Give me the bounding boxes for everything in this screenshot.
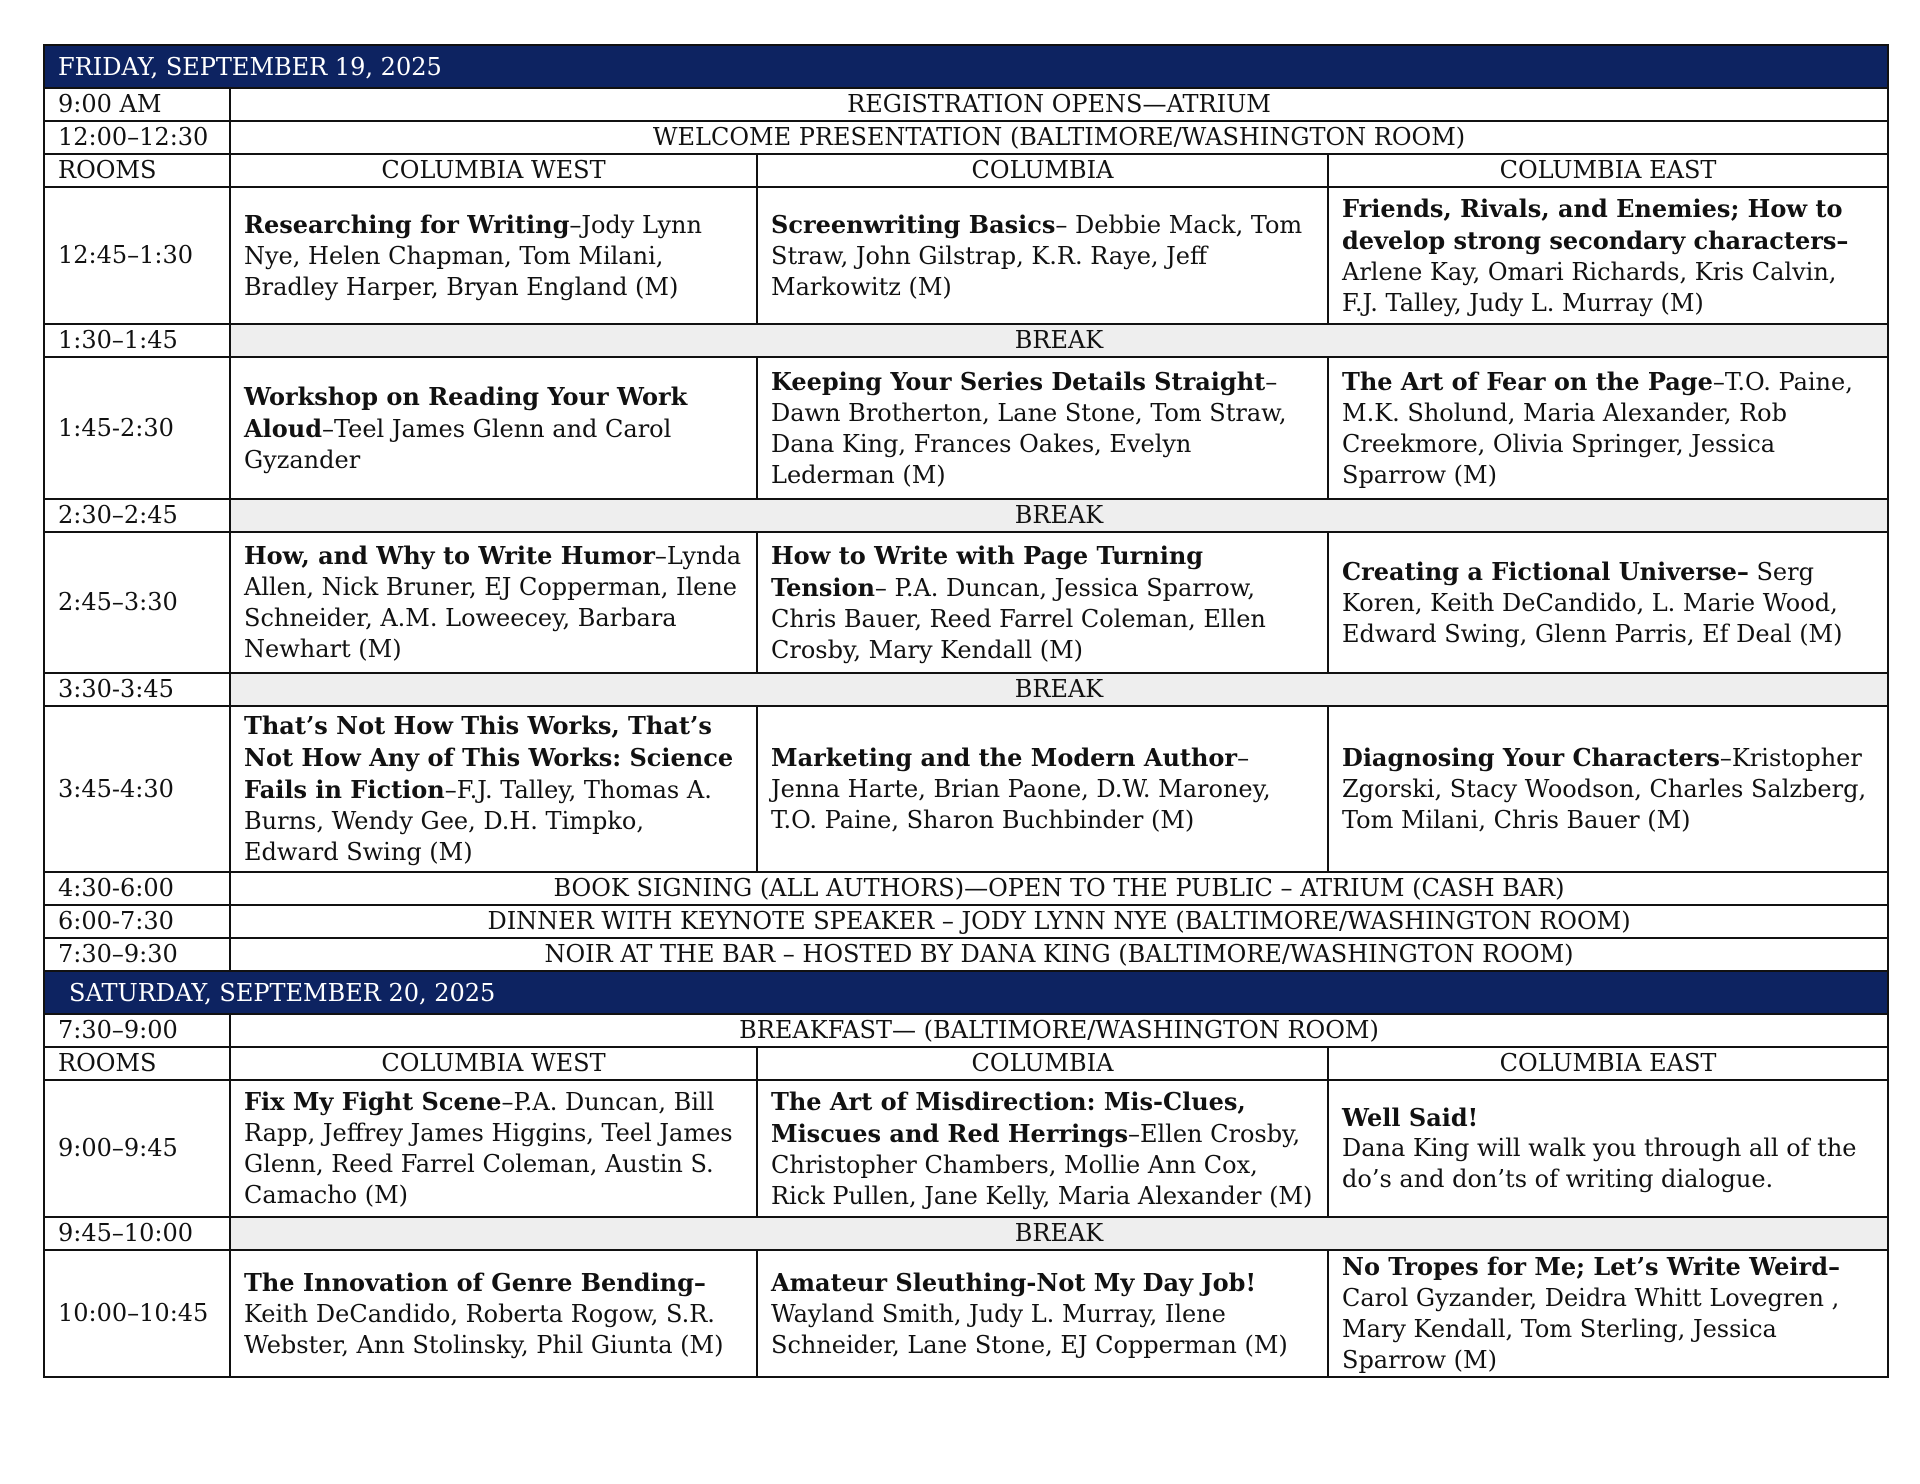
session-cell [230, 706, 757, 872]
session-cell [230, 1250, 757, 1377]
session-cell [757, 357, 1328, 499]
session-title: Keeping Your Series Details Straight [771, 366, 1266, 396]
session-title: How to Write with Page Turning Tension [771, 540, 1204, 602]
schedule-row [44, 938, 1888, 971]
rooms-row [44, 154, 1888, 187]
session-cell [230, 187, 757, 324]
room-west: COLUMBIA WEST [230, 154, 757, 187]
session-title: The Art of Misdirection: Mis-Clues, Miscues and Red Herrings [771, 1086, 1246, 1148]
room-east: COLUMBIA EAST [1328, 1047, 1888, 1080]
day-title: SATURDAY, SEPTEMBER 20, 2025 [44, 971, 1888, 1014]
event-cell: BOOK SIGNING (ALL AUTHORS)—OPEN TO THE PUBLIC – ATRIUM (CASH BAR) [230, 872, 1888, 905]
session-title: Diagnosing Your Characters [1342, 743, 1720, 772]
schedule-row [44, 872, 1888, 905]
schedule-table [43, 44, 1889, 1378]
session-panelists: –Jody Lynn Nye, Helen Chapman, Tom Milani, Bradley Harper, Bryan England (M) [244, 210, 702, 301]
session-panelists: Wayland Smith, Judy L. Murray, Ilene Schneider, Lane Stone, EJ Copperman (M) [771, 1299, 1288, 1359]
session-description: Dana King will walk you through all of the do’s and don’ts of writing dialogue. [1342, 1134, 1857, 1193]
time-cell: 3:45-4:30 [44, 706, 230, 872]
session-panelists: –F.J. Talley, Thomas A. Burns, Wendy Gee, D.H. Timpko, Edward Swing (M) [244, 776, 712, 866]
session-title: Marketing and the Modern Author [771, 743, 1238, 772]
room-east: COLUMBIA EAST [1328, 154, 1888, 187]
session-panelists: Carol Gyzander, Deidra Whitt Lovegren , Mary Kendall, Tom Sterling, Jessica Sparrow (M) [1342, 1284, 1840, 1374]
session-cell [1328, 532, 1888, 673]
session-cell [1328, 706, 1888, 872]
event-cell: WELCOME PRESENTATION (BALTIMORE/WASHINGTON ROOM) [230, 121, 1888, 154]
break-row [44, 1217, 1888, 1250]
session-panelists: Serg Koren, Keith DeCandido, L. Marie Wood, Edward Swing, Glenn Parris, Ef Deal (M) [1342, 557, 1843, 648]
time-cell: 9:00–9:45 [44, 1080, 230, 1217]
session-panelists: – Dawn Brotherton, Lane Stone, Tom Straw, Dana King, Frances Oakes, Evelyn Lederman (M) [771, 367, 1287, 489]
session-cell [757, 1250, 1328, 1377]
event-cell: REGISTRATION OPENS—ATRIUM [230, 88, 1888, 121]
session-panelists: –T.O. Paine, M.K. Sholund, Maria Alexander, Rob Creekmore, Olivia Springer, Jessica Sparrow (M) [1342, 367, 1853, 489]
friday-header [44, 45, 1888, 88]
time-cell: 10:00–10:45 [44, 1250, 230, 1377]
break-label: BREAK [230, 324, 1888, 357]
session-row [44, 1250, 1888, 1377]
session-cell [230, 357, 757, 499]
room-west: COLUMBIA WEST [230, 1047, 757, 1080]
break-label: BREAK [230, 499, 1888, 532]
session-cell [1328, 1250, 1888, 1377]
session-title: The Innovation of Genre Bending– [244, 1267, 706, 1297]
break-row [44, 673, 1888, 706]
time-cell: 12:00–12:30 [44, 121, 230, 154]
session-title: Screenwriting Basics [771, 209, 1056, 239]
time-cell: 4:30-6:00 [44, 872, 230, 905]
session-title: Researching for Writing [244, 209, 570, 239]
time-cell: 1:45-2:30 [44, 357, 230, 499]
session-row [44, 1080, 1888, 1217]
session-panelists: Keith DeCandido, Roberta Rogow, S.R. Webster, Ann Stolinsky, Phil Giunta (M) [244, 1299, 724, 1359]
session-row [44, 187, 1888, 324]
time-cell: 2:45–3:30 [44, 532, 230, 673]
session-panelists: –P.A. Duncan, Bill Rapp, Jeffrey James Higgins, Teel James Glenn, Reed Farrel Coleman, Austin S. Camacho (M) [244, 1088, 733, 1209]
session-title: Workshop on Reading Your Work Aloud [244, 381, 688, 443]
session-title: Well Said! [1342, 1103, 1479, 1132]
session-title: Friends, Rivals, and Enemies; How to develop strong secondary characters– [1342, 193, 1849, 255]
session-cell [757, 187, 1328, 324]
session-row [44, 532, 1888, 673]
session-title: That’s Not How This Works, That’s Not How Any of This Works: Science Fails in Fiction [244, 711, 734, 804]
time-cell: 3:30-3:45 [44, 673, 230, 706]
session-cell [230, 532, 757, 673]
rooms-label: ROOMS [44, 154, 230, 187]
time-cell: 12:45–1:30 [44, 187, 230, 324]
session-panelists: – Debbie Mack, Tom Straw, John Gilstrap, K.R. Raye, Jeff Markowitz (M) [771, 210, 1303, 301]
session-title: No Tropes for Me; Let’s Write Weird– [1342, 1252, 1840, 1281]
session-cell [230, 1080, 757, 1217]
session-title: How, and Why to Write Humor [244, 541, 655, 570]
session-cell [757, 1080, 1328, 1217]
session-title: The Art of Fear on the Page [1342, 366, 1713, 396]
session-panelists: –Jenna Harte, Brian Paone, D.W. Maroney, T.O. Paine, Sharon Buchbinder (M) [771, 744, 1271, 834]
event-cell: DINNER WITH KEYNOTE SPEAKER – JODY LYNN NYE (BALTIMORE/WASHINGTON ROOM) [230, 905, 1888, 938]
break-label: BREAK [230, 1217, 1888, 1250]
schedule-row [44, 88, 1888, 121]
event-cell: NOIR AT THE BAR – HOSTED BY DANA KING (BALTIMORE/WASHINGTON ROOM) [230, 938, 1888, 971]
rooms-label: ROOMS [44, 1047, 230, 1080]
time-cell: 1:30–1:45 [44, 324, 230, 357]
session-cell [757, 532, 1328, 673]
session-title: Amateur Sleuthing-Not My Day Job! [771, 1267, 1256, 1297]
break-label: BREAK [230, 673, 1888, 706]
session-panelists: Arlene Kay, Omari Richards, Kris Calvin, F.J. Talley, Judy L. Murray (M) [1342, 257, 1837, 317]
time-cell: 9:45–10:00 [44, 1217, 230, 1250]
rooms-row [44, 1047, 1888, 1080]
session-cell [1328, 187, 1888, 324]
saturday-header [44, 971, 1888, 1014]
time-cell: 6:00-7:30 [44, 905, 230, 938]
session-row [44, 357, 1888, 499]
break-row [44, 499, 1888, 532]
room-center: COLUMBIA [757, 154, 1328, 187]
session-panelists: –Kristopher Zgorski, Stacy Woodson, Charles Salzberg, Tom Milani, Chris Bauer (M) [1342, 744, 1867, 834]
time-cell: 7:30–9:00 [44, 1014, 230, 1047]
session-panelists: – P.A. Duncan, Jessica Sparrow, Chris Bauer, Reed Farrel Coleman, Ellen Crosby, Mary Kendall (M) [771, 573, 1266, 664]
event-cell: BREAKFAST— (BALTIMORE/WASHINGTON ROOM) [230, 1014, 1888, 1047]
session-cell [1328, 357, 1888, 499]
session-title: Creating a Fictional Universe– [1342, 556, 1749, 586]
session-panelists: –Teel James Glenn and Carol Gyzander [244, 414, 672, 474]
session-cell [1328, 1080, 1888, 1217]
day-title: FRIDAY, SEPTEMBER 19, 2025 [44, 45, 1888, 88]
time-cell: 2:30–2:45 [44, 499, 230, 532]
time-cell: 7:30–9:30 [44, 938, 230, 971]
schedule-row [44, 1014, 1888, 1047]
schedule-row [44, 121, 1888, 154]
session-cell [757, 706, 1328, 872]
session-panelists: –Ellen Crosby, Christopher Chambers, Mollie Ann Cox, Rick Pullen, Jane Kelly, Maria Alexander (M) [771, 1119, 1313, 1210]
session-title: Fix My Fight Scene [244, 1087, 502, 1116]
schedule-row [44, 905, 1888, 938]
time-cell: 9:00 AM [44, 88, 230, 121]
room-center: COLUMBIA [757, 1047, 1328, 1080]
session-row [44, 706, 1888, 872]
break-row [44, 324, 1888, 357]
session-panelists: –Lynda Allen, Nick Bruner, EJ Copperman, Ilene Schneider, A.M. Loweecey, Barbara Newhart (M) [244, 542, 742, 663]
